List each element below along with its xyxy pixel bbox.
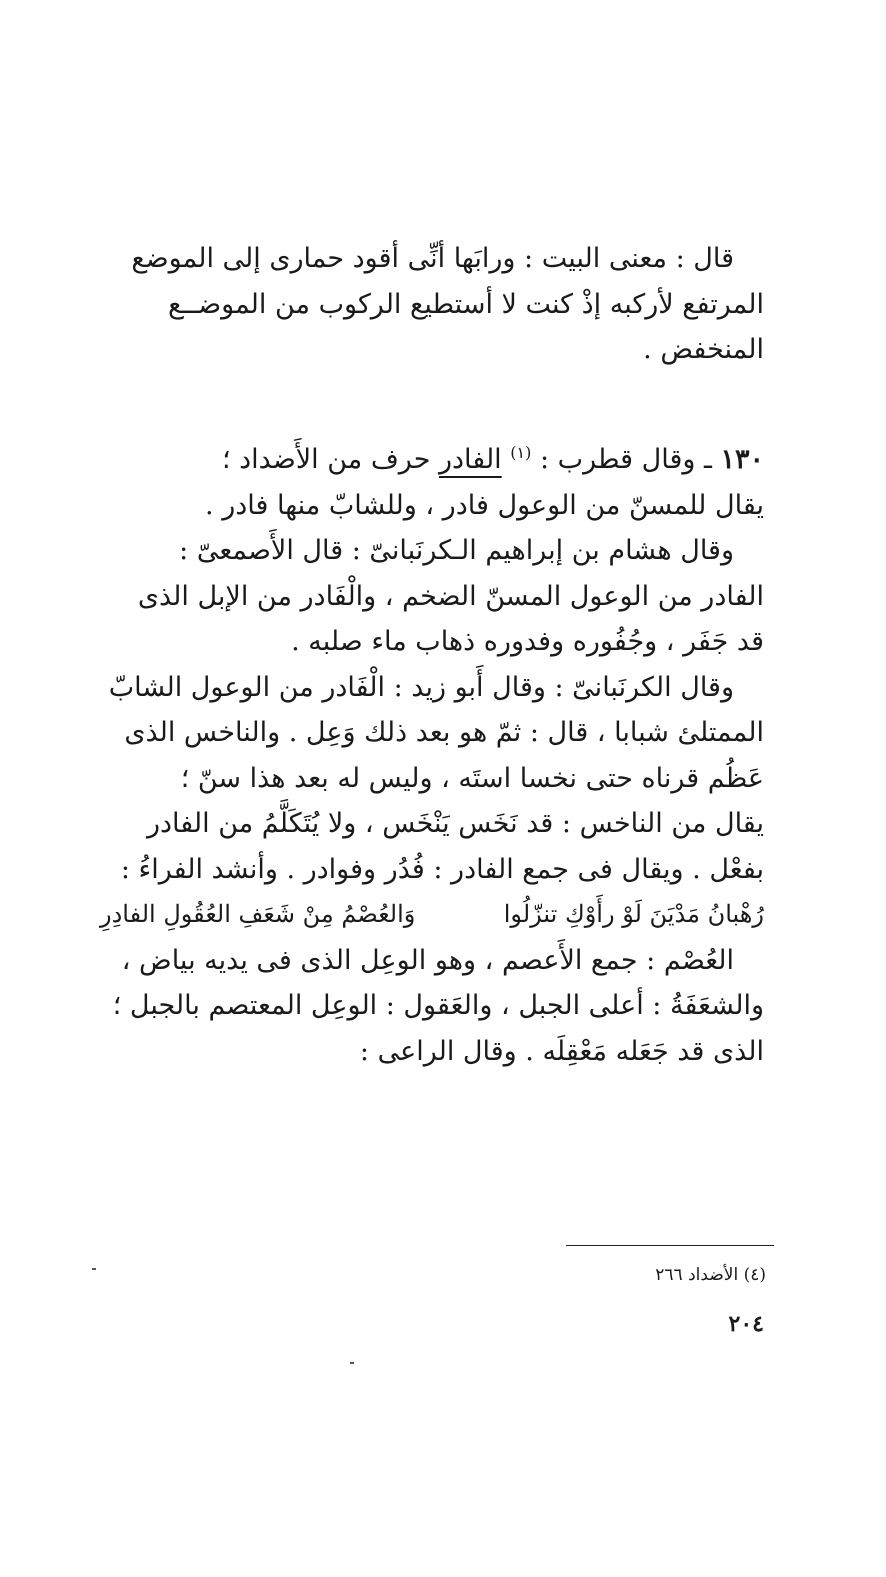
text-line: عَظُم قرناه حتى نخسا استَه ، وليس له بعد هذا سنّ ؛ [180, 762, 764, 794]
text-line: قد جَفَر ، وجُفُوره وفدوره ذهاب ماء صلبه . [291, 626, 764, 657]
verse-hemistich-1: رُهْبانُ مَدْيَنَ لَوْ رأَوْكِ تنزّلُوا [503, 900, 764, 928]
poem-verse [100, 892, 764, 938]
text-line: يقال من الناخس : قد نَخَس يَنْخَس ، ولا يُتَكَلَّمُ من الفادر [146, 808, 764, 839]
text-line: الفادر من الوعول المسنّ الضخم ، والْفَادر من الإبل الذى [137, 580, 764, 612]
entry-rest: حرف من الأَضداد ؛ [221, 444, 431, 475]
page-number: ٢٠٤ [728, 1311, 764, 1337]
entry-heading-line [100, 437, 764, 483]
text-line: والشعَفَةُ : أعلى الجبل ، والعَقول : الوعِل المعتصم بالجبل ؛ [112, 990, 764, 1021]
text-line: وقال هشام بن إبراهيم الـكرنَبانىّ : قال الأَصمعىّ : [179, 535, 734, 566]
footnote-separator [566, 1245, 774, 1246]
scan-speck [350, 1362, 354, 1364]
entry-section [100, 437, 764, 1074]
footnote: (٤) الأضداد ٢٦٦ [655, 1265, 766, 1285]
entry-lead: ـ وقال قطرب : [539, 444, 712, 475]
text-line: بفعْل . ويقال فى جمع الفادر : فُدُر وفوادر . وأنشد الفراءُ : [120, 853, 764, 885]
text-line: وقال الكرنَبانىّ : وقال أَبو زيد : الْفَادر من الوعول الشابّ [108, 671, 734, 703]
text-line: الذى قد جَعَله مَعْقِلَه . وقال الراعى : [359, 1035, 764, 1067]
entry-headword: الفادر [439, 444, 502, 475]
text-line: قال : معنى البيت : ورابَها أنِّى أقود حمارى إلى الموضع [131, 243, 734, 274]
text-line: المرتفع لأركبه إذْ كنت لا أستطيع الركوب من الموضــع [168, 288, 764, 320]
scan-speck [92, 1268, 96, 1270]
verse-hemistich-2: وَالعُصْمُ مِنْ شَعَفِ العُقُولِ الفادِرِ [100, 900, 416, 928]
entry-number: ١٣٠ [720, 444, 764, 475]
text-line: المنخفض . [643, 334, 764, 365]
text-line: العُصْم : جمع الأَعصم ، وهو الوعِل الذى فى يديه بياض ، [121, 944, 734, 976]
footnote-mark: (١) [510, 443, 532, 462]
text-line: الممتلئ شبابا ، قال : ثمّ هو بعد ذلك وَعِل . والناخس الذى [124, 717, 764, 748]
intro-paragraph [100, 236, 764, 373]
text-line: يقال للمسنّ من الوعول فادر ، وللشابّ منها فادر . [205, 489, 764, 521]
